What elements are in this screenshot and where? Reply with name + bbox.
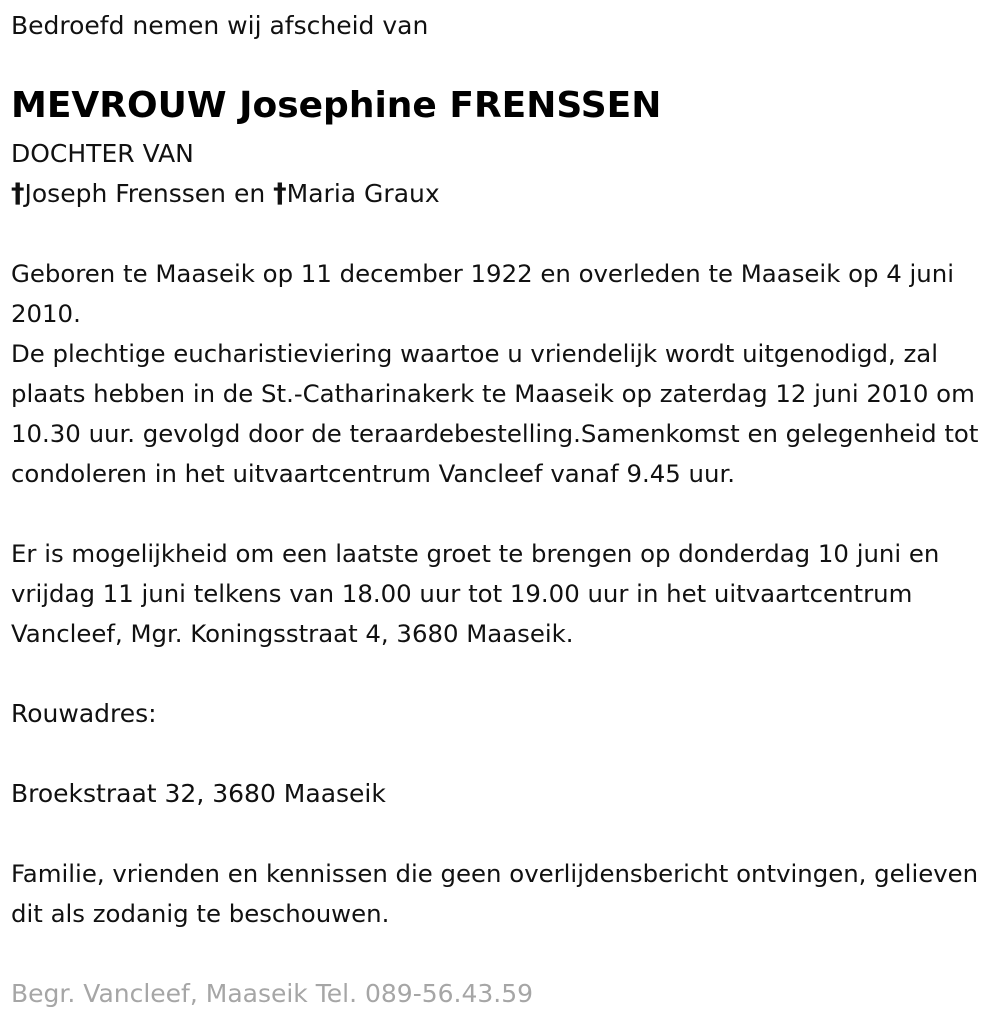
ceremony-paragraph: De plechtige eucharistieviering waartoe u vriendelijk wordt uitgenodigd, zal plaats hebben in de St.-Catharinakerk te Maaseik op zaterdag 12 juni 2010 om 10.30 uur. gevolgd door de teraardebestelling.Samenkomst en gelegenheid tot condoleren in het uitvaartcentrum Vancleef vanaf 9.45 uur. (11, 339, 979, 488)
parents-line (11, 174, 440, 214)
father-name: Joseph Frenssen (24, 179, 227, 208)
cross-icon: † (273, 178, 287, 209)
closing-paragraph: Familie, vrienden en kennissen die geen overlijdensbericht ontvingen, gelieven dit als zodanig te beschouwen. (11, 859, 979, 928)
mother-name: Maria Graux (286, 179, 440, 208)
deceased-name: MEVROUW Josephine FRENSSEN (11, 85, 662, 126)
cross-icon: † (11, 178, 25, 209)
address-label: Rouwadres: (11, 699, 157, 728)
funeral-home-footer: Begr. Vancleef, Maaseik Tel. 089-56.43.59 (11, 979, 534, 1008)
intro-text: Bedroefd nemen wij afscheid van (11, 11, 429, 40)
birth-death-paragraph: Geboren te Maaseik op 11 december 1922 en overleden te Maaseik op 4 juni 2010. (11, 259, 954, 328)
relation-text: DOCHTER VAN (11, 139, 194, 168)
address-text: Broekstraat 32, 3680 Maaseik (11, 779, 386, 808)
farewell-paragraph: Er is mogelijkheid om een laatste groet te brengen op donderdag 10 juni en vrijdag 11 juni telkens van 18.00 uur tot 19.00 uur in het uitvaartcentrum Vancleef, Mgr. Koningsstraat 4, 3680 Maaseik. (11, 539, 940, 648)
parents-connector: en (233, 179, 266, 208)
